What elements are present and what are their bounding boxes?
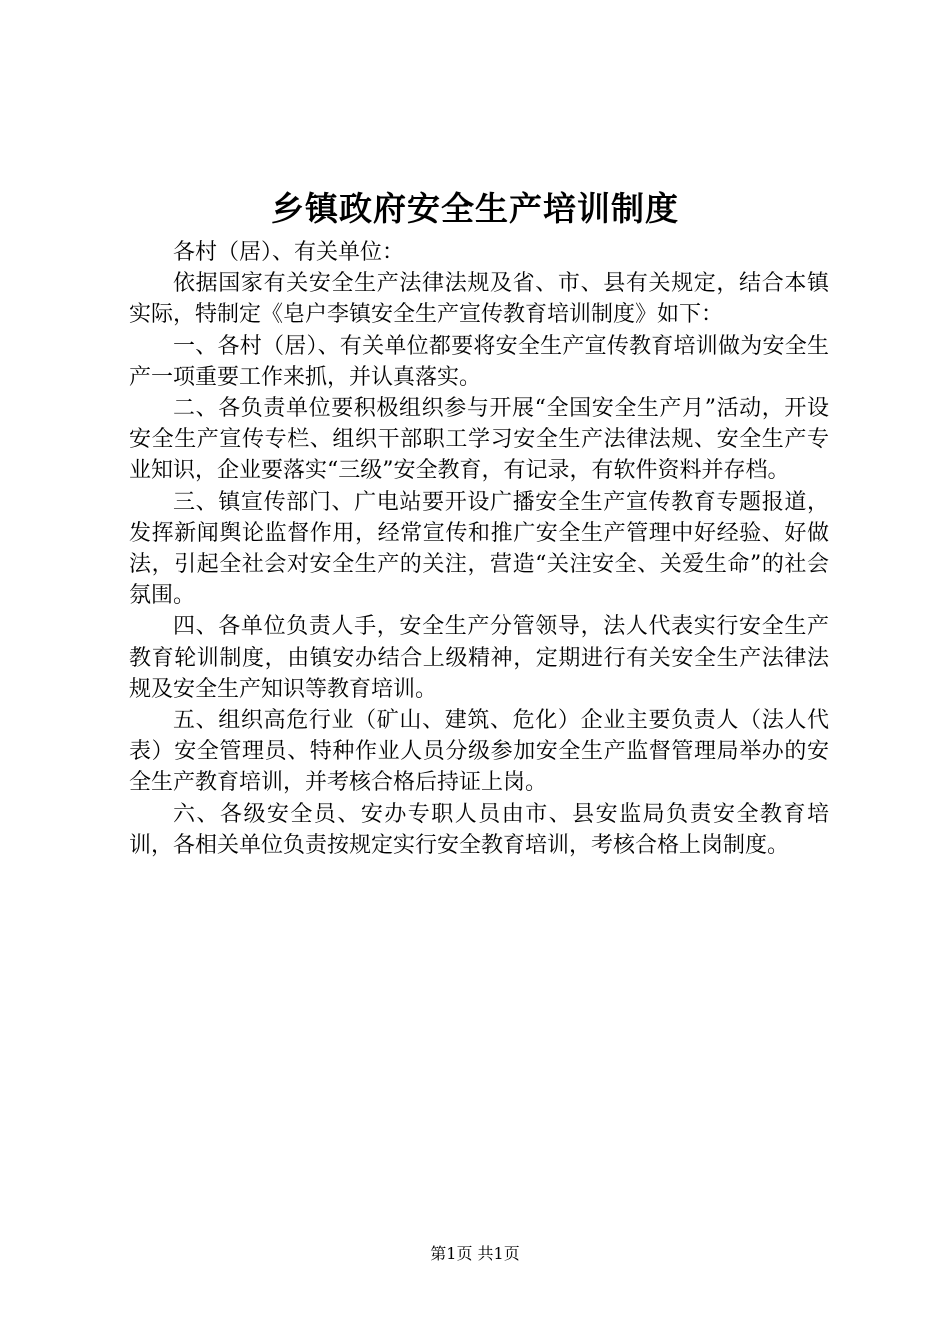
paragraph-item-6: 六、各级安全员、安办专职人员由市、县安监局负责安全教育培训，各相关单位负责按规定实行安全教育培训，考核合格上岗制度。 — [129, 801, 829, 858]
paragraph-item-3: 三、镇宣传部门、广电站要开设广播安全生产宣传教育专题报道，发挥新闻舆论监督作用，经常宣传和推广安全生产管理中好经验、好做法，引起全社会对安全生产的关注，营造“关注安全、关爱生命”的社会氛围。 — [129, 489, 829, 609]
paragraph-item-4: 四、各单位负责人手，安全生产分管领导，法人代表实行安全生产教育轮训制度，由镇安办结合上级精神，定期进行有关安全生产法律法规及安全生产知识等教育培训。 — [129, 614, 829, 702]
paragraph-item-1: 一、各村（居）、有关单位都要将安全生产宣传教育培训做为安全生产一项重要工作来抓，并认真落实。 — [129, 333, 829, 390]
salutation: 各村（居）、有关单位： — [173, 240, 405, 265]
document-body — [129, 237, 829, 861]
page-number-footer: 第1页 共1页 — [430, 1244, 520, 1263]
paragraph-item-5: 五、组织高危行业（矿山、建筑、危化）企业主要负责人（法人代表）安全管理员、特种作业人员分级参加安全生产监督管理局举办的安全生产教育培训，并考核合格后持证上岗。 — [129, 708, 829, 796]
document-title: 乡镇政府安全生产培训制度 — [271, 189, 679, 228]
paragraph-intro: 依据国家有关安全生产法律法规及省、市、县有关规定，结合本镇实际，特制定《皂户李镇安全生产宣传教育培训制度》如下： — [129, 271, 829, 328]
paragraph-item-2: 二、各负责单位要积极组织参与开展“全国安全生产月”活动，开设安全生产宣传专栏、组织干部职工学习安全生产法律法规、安全生产专业知识，企业要落实“三级”安全教育，有记录，有软件资料并存档。 — [129, 396, 829, 484]
